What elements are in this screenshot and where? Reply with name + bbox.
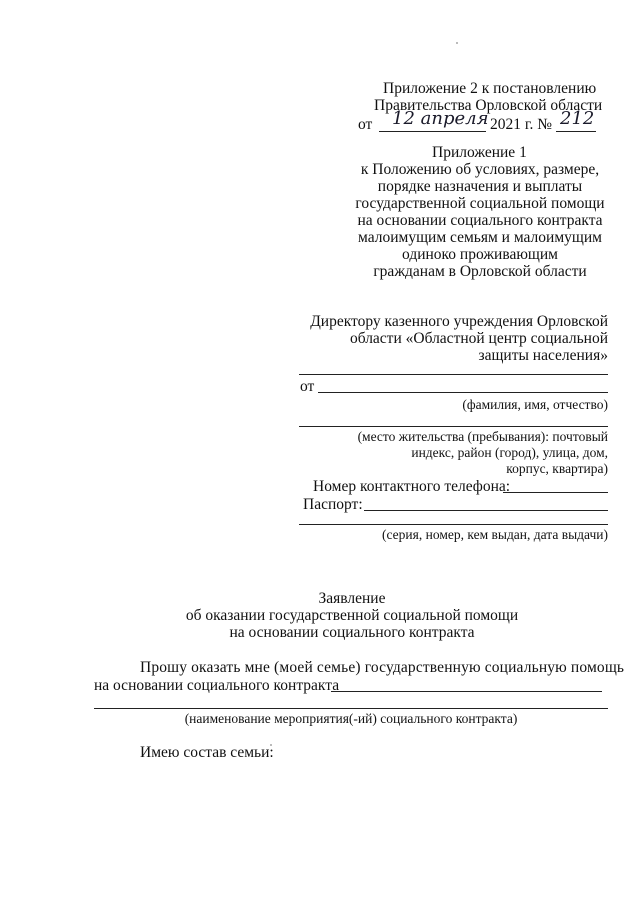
handwritten-number: 212 <box>560 108 595 129</box>
addressee-line: области «Областной центр социальной <box>349 330 608 347</box>
passport-hint: (серия, номер, кем выдан, дата выдачи) <box>382 527 608 542</box>
blank-line <box>299 374 608 375</box>
appendix2-year: 2021 г. № <box>490 116 553 133</box>
address-field[interactable] <box>299 426 608 427</box>
appendix2-line2: Правительства Орловской области <box>374 97 603 114</box>
scan-speck <box>456 42 458 44</box>
family-label: Имею состав семьи: <box>140 744 274 761</box>
statement-subtitle: на основании социального контракта <box>229 624 475 641</box>
appendix1-line: на основании социального контракта <box>357 212 603 229</box>
appendix1-line: одиноко проживающим <box>402 246 558 263</box>
request-line2: на основании социального контракта <box>94 677 340 694</box>
passport-field-2[interactable] <box>299 524 608 525</box>
addressee-line: Директору казенного учреждения Орловской <box>310 313 608 330</box>
date-underline <box>379 131 486 132</box>
from-label: от <box>300 378 315 395</box>
statement-subtitle: об оказании государственной социальной помощи <box>185 607 519 624</box>
passport-label: Паспорт: <box>303 496 363 513</box>
phone-label: Номер контактного телефона: <box>313 478 511 495</box>
appendix1-title: Приложение 1 <box>432 144 527 161</box>
measure-hint: (наименование мероприятия(-ий) социального контракта) <box>184 711 518 726</box>
passport-field[interactable] <box>364 510 608 511</box>
address-hint-line: корпус, квартира) <box>506 461 608 476</box>
appendix2-line1: Приложение 2 к постановлению <box>383 80 597 97</box>
appendix1-line: государственной социальной помощи <box>355 195 605 212</box>
request-field[interactable] <box>331 691 602 692</box>
handwritten-date: 12 апреля <box>392 108 489 129</box>
addressee-line: защиты населения» <box>478 347 608 364</box>
number-underline <box>556 131 596 132</box>
measure-field[interactable] <box>94 708 608 709</box>
phone-field[interactable] <box>503 492 608 493</box>
address-hint-line: индекс, район (город), улица, дом, <box>411 445 608 460</box>
address-hint-line: (место жительства (пребывания): почтовый <box>357 429 608 444</box>
appendix1-line: к Положению об условиях, размере, <box>360 161 600 178</box>
statement-title: Заявление <box>318 590 386 607</box>
fio-field[interactable] <box>318 392 608 393</box>
request-line1: Прошу оказать мне (моей семье) государственную социальную помощь <box>140 659 625 676</box>
appendix1-line: гражданам в Орловской области <box>373 263 587 280</box>
fio-hint: (фамилия, имя, отчество) <box>462 397 608 412</box>
appendix1-line: порядке назначения и выплаты <box>377 178 583 195</box>
appendix2-from-label: от <box>358 116 373 133</box>
appendix1-line: малоимущим семьям и малоимущим <box>358 229 602 246</box>
